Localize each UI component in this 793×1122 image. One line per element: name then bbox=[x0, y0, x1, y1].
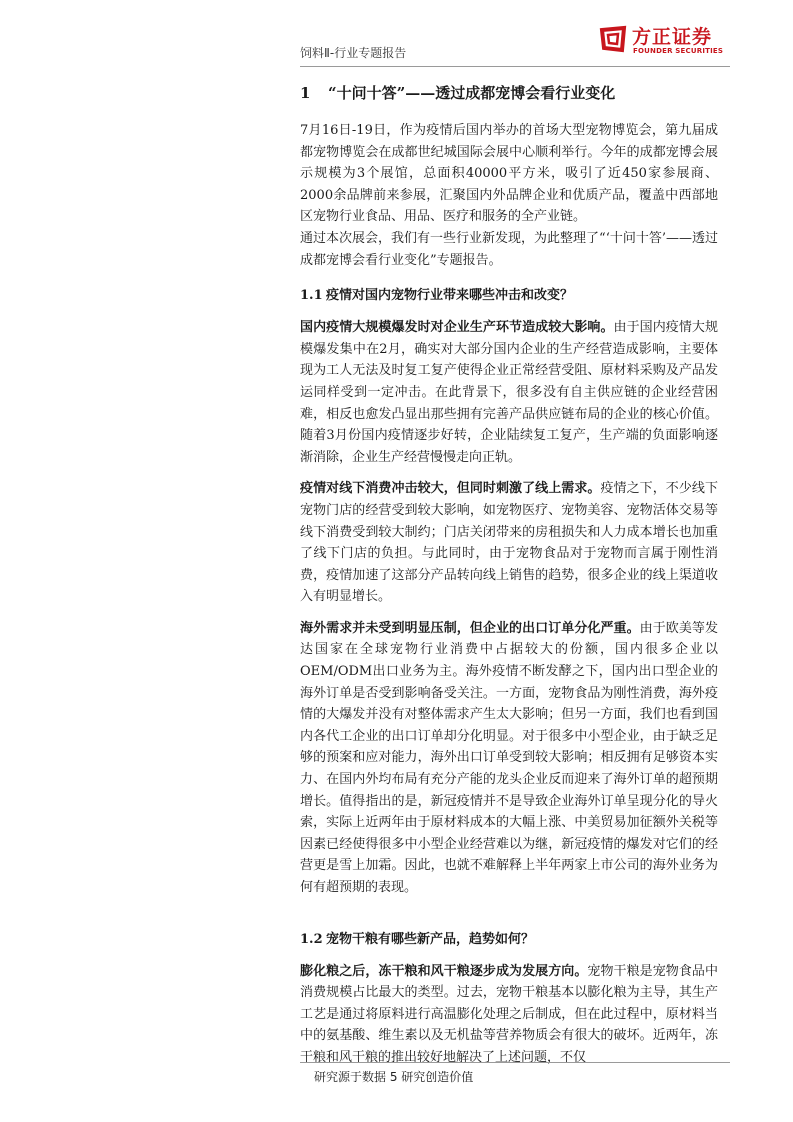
body-paragraph bbox=[300, 961, 718, 1069]
body-paragraph bbox=[300, 618, 718, 899]
paragraph-lead: 国内疫情大规模爆发时对企业生产环节造成较大影响。 bbox=[300, 320, 614, 336]
report-category: 饲料Ⅱ-行业专题报告 bbox=[300, 46, 407, 60]
intro-paragraph: 7月16日-19日，作为疫情后国内举办的首场大型宠物博览会，第九届成都宠物博览会在成都世纪城国际会展中心顺利举行。今年的成都宠博会展示规模为3个展馆，总面积40000平方米，吸引了近450家参展商、2000余品牌前来参展，汇聚国内外品牌企业和优质产品，覆盖中西部地区宠物行业食品、用品、医疗和服务的全产业链。 bbox=[300, 123, 718, 225]
paragraph-text: 由于欧美等发达国家在全球宠物行业消费中占据较大的份额，国内很多企业以OEM/ODM出口业务为主。海外疫情不断发酵之下，国内出口型企业的海外订单是否受到影响备受关注。一方面，宠物食品为刚性消费，海外疫情的大爆发并没有对整体需求产生太大影响；但另一方面，我们也看到国内各代工企业的出口订单却分化明显。对于很多中小型企业，由于缺乏足够的预案和应对能力，海外出口订单受到较大影响；相反拥有足够资本实力、在国内外均布局有充分产能的龙头企业反而迎来了海外订单的超预期增长。值得指出的是，新冠疫情并不是导致企业海外订单呈现分化的导火索，实际上近两年由于原材料成本的大幅上涨、中美贸易加征额外关税等因素已经使得很多中小型企业经营难以为继，新冠疫情的爆发对它们的经营更是雪上加霜。因此，也就不难解释上半年两家上市公司的海外业务为何有超预期的表现。 bbox=[300, 620, 718, 895]
company-logo bbox=[598, 20, 733, 60]
section-number: 1 bbox=[300, 84, 311, 102]
document-body bbox=[300, 82, 718, 1069]
intro-paragraph: 通过本次展会，我们有一些行业新发现，为此整理了“‘十问十答’——透过成都宠博会看行业变化”专题报告。 bbox=[300, 230, 718, 268]
paragraph-text: 疫情之下，不少线下宠物门店的经营受到较大影响，如宠物医疗、宠物美容、宠物活体交易等线下消费受到较大制约；门店关闭带来的房租损失和人力成本增长也加重了线下门店的负担。与此同时，由于宠物食品对于宠物而言属于刚性消费，疫情加速了这部分产品转向线上销售的趋势，很多企业的线上渠道收入有明显增长。 bbox=[300, 481, 718, 605]
footer-divider bbox=[300, 1062, 730, 1063]
section-title: “十问十答”——透过成都宠博会看行业变化 bbox=[328, 84, 616, 102]
body-paragraph bbox=[300, 317, 718, 468]
logo-text-cn: 方正证券 bbox=[632, 26, 713, 48]
paragraph-lead: 膨化粮之后，冻干粮和风干粮逐步成为发展方向。 bbox=[300, 963, 588, 979]
footer-slogan: 研究源于数据 5 研究创造价值 bbox=[314, 1070, 474, 1084]
logo-text-en: FOUNDER SECURITIES bbox=[633, 47, 724, 55]
page-footer bbox=[300, 1062, 730, 1092]
subsection-title: 宠物干粮有哪些新产品，趋势如何？ bbox=[326, 931, 535, 947]
subsection-number: 1.1 bbox=[300, 288, 323, 304]
paragraph-lead: 疫情对线下消费冲击较大，但同时刺激了线上需求。 bbox=[300, 481, 601, 497]
subsection-heading bbox=[300, 929, 718, 951]
founder-logo-icon bbox=[598, 24, 628, 54]
subsection-title: 疫情对国内宠物行业带来哪些冲击和改变？ bbox=[326, 288, 574, 304]
subsection-heading bbox=[300, 285, 718, 307]
paragraph-lead: 海外需求并未受到明显压制，但企业的出口订单分化严重。 bbox=[300, 620, 640, 636]
paragraph-text: 由于国内疫情大规模爆发集中在2月，确实对大部分国内企业的生产经营造成影响，主要体现为工人无法及时复工复产使得企业正常经营受阻、原材料采购及产品发运同样受到一定冲击。在此背景下，很多没有自主供应链的企业经营困难，相反也愈发凸显出那些拥有完善产品供应链布局的企业的核心价值。随着3月份国内疫情逐步好转，企业陆续复工复产，生产端的负面影响逐渐消除，企业生产经营慢慢走向正轨。 bbox=[300, 320, 718, 465]
paragraph-text: 宠物干粮是宠物食品中消费规模占比最大的类型。过去，宠物干粮基本以膨化粮为主导，其生产工艺是通过将原料进行高温膨化处理之后制成，但在此过程中，原材料当中的氨基酸、维生素以及无机盐等营养物质会有很大的破坏。近两年，冻干粮和风干粮的推出较好地解决了上述问题，不仅 bbox=[300, 963, 718, 1065]
header-divider bbox=[300, 66, 730, 67]
subsection-number: 1.2 bbox=[300, 931, 323, 947]
body-paragraph bbox=[300, 478, 718, 608]
section-heading bbox=[300, 82, 718, 104]
